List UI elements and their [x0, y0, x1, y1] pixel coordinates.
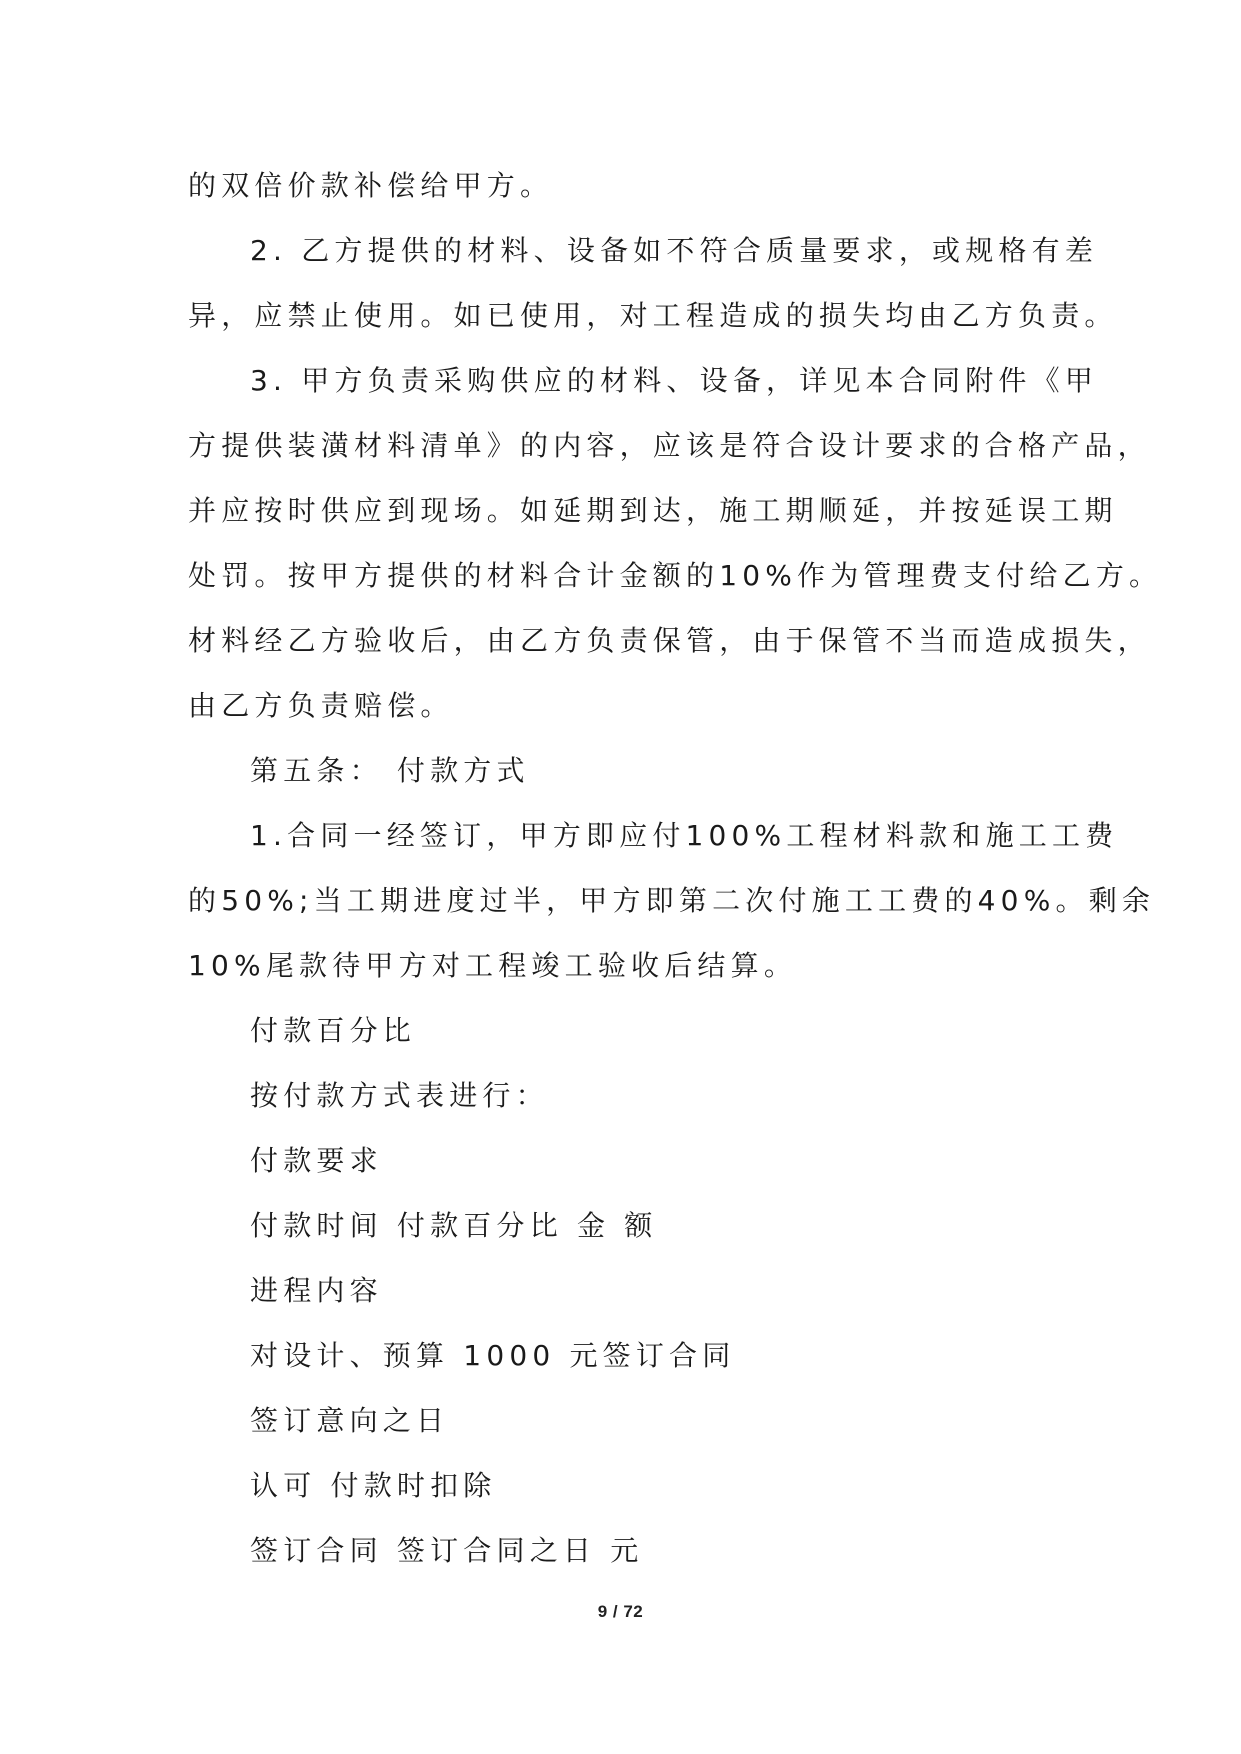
table-text-line: 按付款方式表进行：	[250, 1079, 549, 1112]
page-number: 9 / 72	[597, 1602, 644, 1621]
table-text-line: 认可 付款时扣除	[250, 1469, 497, 1502]
table-text-line: 进程内容	[250, 1274, 383, 1307]
table-text-line: 签订合同 签订合同之日 元	[250, 1534, 644, 1567]
paragraph-line: 1.合同一经签订，甲方即应付100%工程材料款和施工工费	[250, 819, 1119, 852]
paragraph-line: 10%尾款待甲方对工程竣工验收后结算。	[188, 949, 798, 982]
section-heading: 第五条： 付款方式	[250, 754, 530, 787]
paragraph-line: 处罚。按甲方提供的材料合计金额的10%作为管理费支付给乙方。	[188, 559, 1163, 592]
paragraph-line: 并应按时供应到现场。如延期到达，施工期顺延，并按延误工期	[188, 494, 1118, 527]
table-text-line: 对设计、预算 1000 元签订合同	[250, 1339, 736, 1372]
paragraph-line: 由乙方负责赔偿。	[188, 689, 454, 722]
table-text-line: 付款百分比	[250, 1014, 417, 1047]
table-text-line: 付款时间 付款百分比 金 额	[250, 1209, 658, 1242]
table-text-line: 签订意向之日	[250, 1404, 450, 1437]
paragraph-line: 3. 甲方负责采购供应的材料、设备，详见本合同附件《甲	[250, 364, 1099, 397]
paragraph-line: 材料经乙方验收后，由乙方负责保管，由于保管不当而造成损失，	[188, 624, 1151, 657]
document-body	[188, 153, 1163, 1583]
paragraph-line: 的双倍价款补偿给甲方。	[188, 169, 554, 202]
paragraph-line: 异，应禁止使用。如已使用，对工程造成的损失均由乙方负责。	[188, 299, 1118, 332]
paragraph-line: 方提供装潢材料清单》的内容，应该是符合设计要求的合格产品，	[188, 429, 1151, 462]
paragraph-line: 的50%;当工期进度过半，甲方即第二次付施工工费的40%。剩余	[188, 884, 1156, 917]
paragraph-line: 2. 乙方提供的材料、设备如不符合质量要求，或规格有差	[250, 234, 1099, 267]
table-text-line: 付款要求	[250, 1144, 383, 1177]
